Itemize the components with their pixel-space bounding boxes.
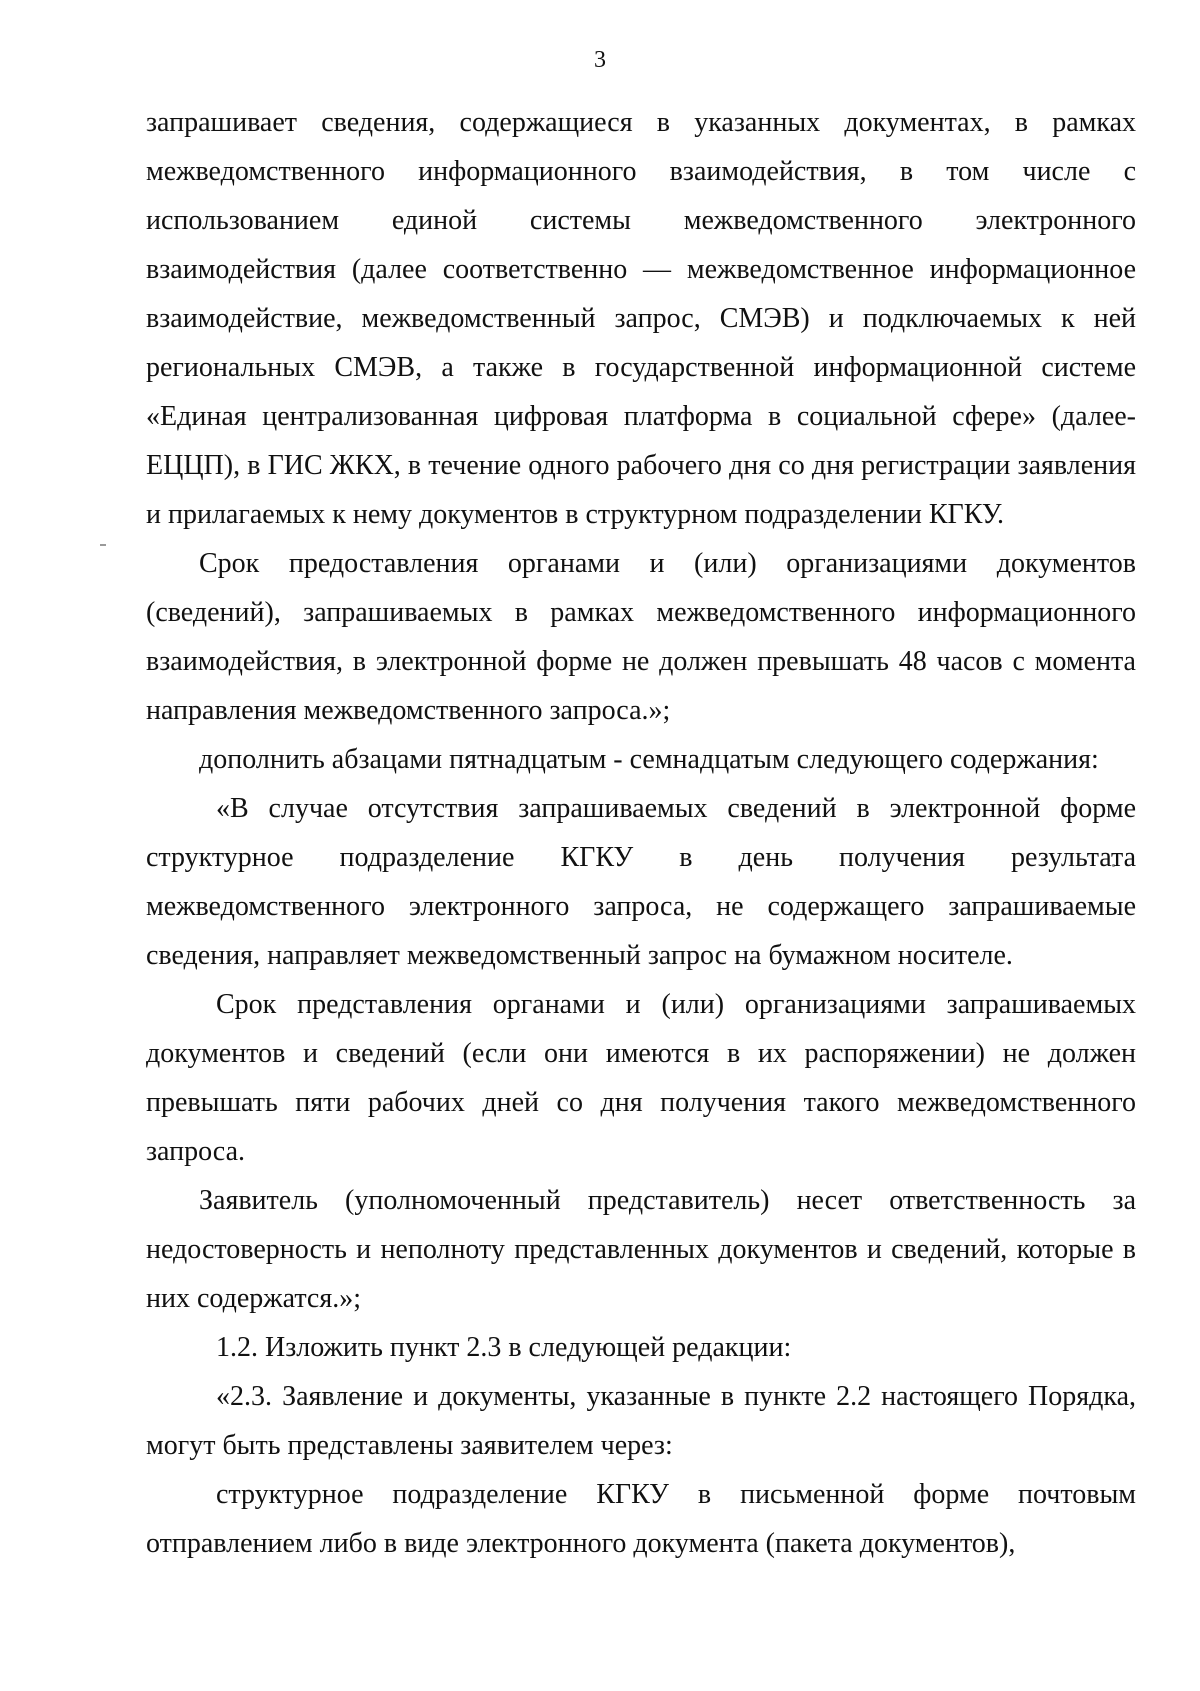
- document-body: [146, 98, 1136, 1568]
- paragraph-item-1-2: 1.2. Изложить пункт 2.3 в следующей редакции:: [216, 1332, 792, 1363]
- paragraph-amendment-intro: дополнить абзацами пятнадцатым - семнадцатым следующего содержания:: [199, 744, 1099, 775]
- paragraph-applicant-responsibility: Заявитель (уполномоченный представитель) несет ответственность за недостоверность и неполноту представленных документов и сведений, которые в них содержатся.»;: [146, 1185, 1136, 1314]
- paragraph-continued-request: запрашивает сведения, содержащиеся в указанных документах, в рамках межведомственного информационного взаимодействия, в том числе с использованием единой системы межведомственного электронного взаимодействия (далее соответственно — межведомственное информационное взаимодействие, межведомственный запрос, СМЭВ) и подключаемых к ней региональных СМЭВ, а также в государственной информационной системе «Единая централизованная цифровая платформа в социальной сфере» (далее- ЕЦЦП), в ГИС ЖКХ, в течение одного рабочего дня со дня регистрации заявления и прилагаемых к нему документов в структурном подразделении КГКУ.: [146, 107, 1136, 530]
- paragraph-item-2-3: «2.3. Заявление и документы, указанные в пункте 2.2 настоящего Порядка, могут быть представлены заявителем через:: [146, 1381, 1136, 1461]
- paragraph-paper-request: «В случае отсутствия запрашиваемых сведений в электронной форме структурное подразделение КГКУ в день получения результата межведомственного электронного запроса, не содержащего запрашиваемые сведения, направляет межведомственный запрос на бумажном носителе.: [146, 793, 1136, 971]
- paragraph-deadline-electronic: Срок предоставления органами и (или) организациями документов (сведений), запрашиваемых в рамках межведомственного информационного взаимодействия, в электронной форме не должен превышать 48 часов с момента направления межведомственного запроса.»;: [146, 548, 1136, 726]
- paragraph-submission-method: структурное подразделение КГКУ в письменной форме почтовым отправлением либо в виде электронного документа (пакета документов),: [146, 1479, 1136, 1559]
- scan-artifact: [100, 544, 106, 546]
- paragraph-deadline-paper: Срок представления органами и (или) организациями запрашиваемых документов и сведений (если они имеются в их распоряжении) не должен превышать пяти рабочих дней со дня получения такого межведомственного запроса.: [146, 989, 1136, 1167]
- page-number: 3: [594, 47, 606, 73]
